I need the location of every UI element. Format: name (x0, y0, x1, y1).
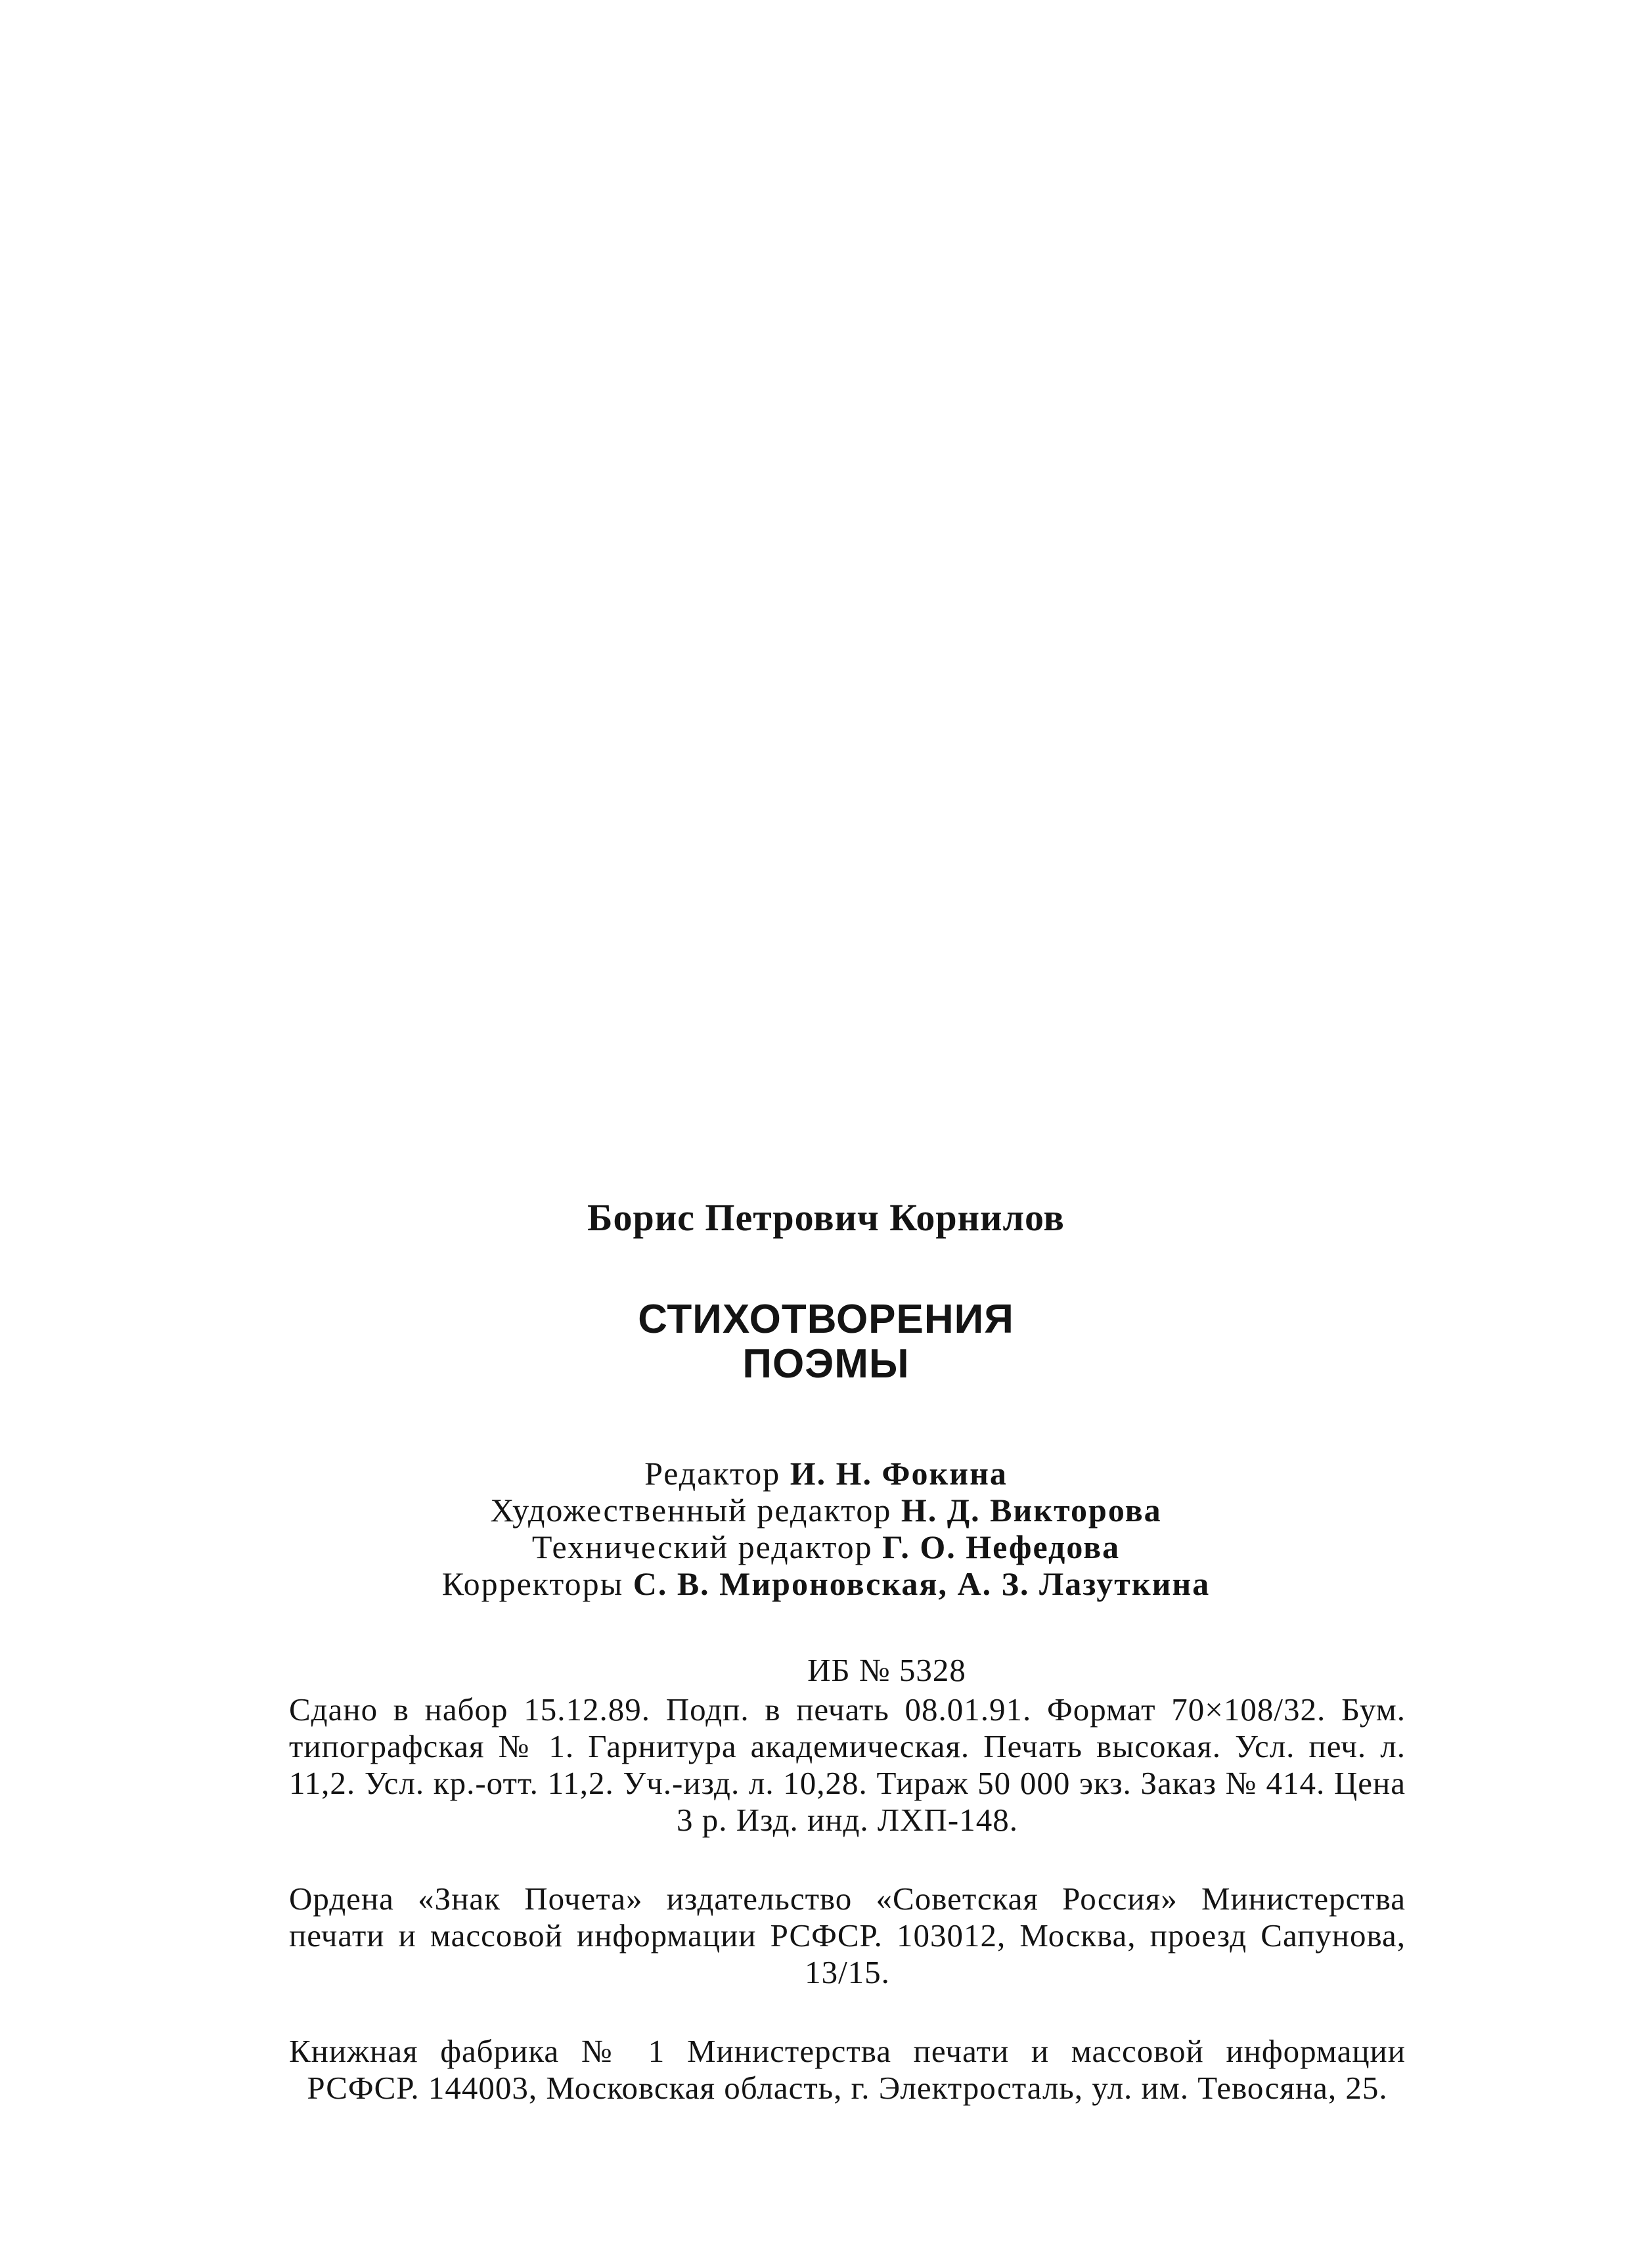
title-line-1: СТИХОТВОРЕНИЯ (638, 1297, 1014, 1342)
credit-name: Н. Д. Викторова (901, 1492, 1162, 1529)
credit-name: С. В. Мироновская, А. З. Лазуткина (633, 1565, 1211, 1602)
credit-technical-editor (0, 1529, 1652, 1565)
publisher-info: Ордена «Знак Почета» издательство «Советская Россия» Министерства печати и массовой информации РСФСР. 103012, Москва, проезд Сапунова, 13/15. (289, 1881, 1406, 1990)
credit-role: Корректоры (441, 1565, 624, 1602)
credit-role: Технический редактор (531, 1529, 873, 1565)
credit-name: Г. О. Нефедова (882, 1529, 1121, 1565)
credit-name: И. Н. Фокина (790, 1455, 1008, 1492)
publication-details: Сдано в набор 15.12.89. Подп. в печать 08.01.91. Формат 70×108/32. Бум. типографская № 1. Гарнитура академическая. Печать высокая. Усл. печ. л. 11,2. Усл. кр.-отт. 11,2. Уч.-изд. л. 10,28. Тираж 50 000 экз. Заказ № 414. Цена 3 р. Изд. инд. ЛХП-148. (289, 1691, 1406, 1838)
credit-proofreaders (0, 1565, 1652, 1602)
credit-role: Художественный редактор (490, 1492, 892, 1529)
credits-list (0, 1455, 1652, 1602)
imprint-block (289, 1652, 1406, 2107)
printer-info: Книжная фабрика № 1 Министерства печати и массовой информации РСФСР. 144003, Московская область, г. Электросталь, ул. им. Тевосяна, 25. (289, 2033, 1406, 2106)
book-title (0, 1297, 1652, 1387)
ib-number: ИБ № 5328 (807, 1652, 966, 1688)
title-line-2: ПОЭМЫ (742, 1341, 910, 1387)
credit-role: Редактор (644, 1455, 781, 1492)
credit-art-editor (0, 1492, 1652, 1529)
author-name: Борис Петрович Корнилов (587, 1196, 1065, 1239)
credit-editor (0, 1455, 1652, 1492)
